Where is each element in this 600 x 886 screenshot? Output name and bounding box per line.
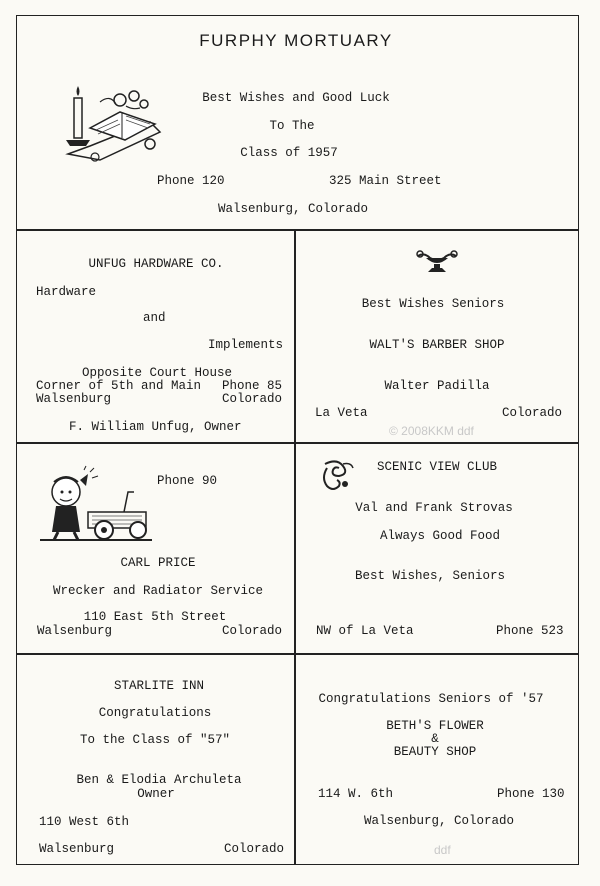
wishes-line: To The xyxy=(269,119,315,133)
town: La Veta xyxy=(315,406,368,420)
city: Walsenburg, Colorado xyxy=(363,814,515,828)
phone: Phone 85 xyxy=(222,379,283,393)
congrats-line: Congratulations Seniors of '57 xyxy=(318,692,544,706)
service-line: Wrecker and Radiator Service xyxy=(52,584,264,598)
and-word: and xyxy=(143,311,166,325)
scroll-ornament-icon xyxy=(319,458,355,494)
state: Colorado xyxy=(224,842,285,856)
owner-name: Walter Padilla xyxy=(384,379,490,393)
phone: Phone 523 xyxy=(496,624,564,638)
class-line: To the Class of "57" xyxy=(79,733,231,747)
divider xyxy=(294,229,296,865)
implements-word: Implements xyxy=(208,338,284,352)
city: Walsenburg, Colorado xyxy=(217,202,369,216)
street: 110 West 6th xyxy=(39,815,130,829)
ampersand: & xyxy=(431,732,439,746)
phone: Phone 130 xyxy=(497,787,565,801)
wishes-line: Best Wishes Seniors xyxy=(361,297,505,311)
ad-title: CARL PRICE xyxy=(120,556,196,570)
state: Colorado xyxy=(222,624,283,638)
book-candle-icon xyxy=(60,82,165,167)
oil-lamp-icon xyxy=(414,248,460,274)
divider xyxy=(16,442,579,444)
divider xyxy=(16,229,579,231)
address: 325 Main Street xyxy=(329,174,442,188)
ad-title: UNFUG HARDWARE CO. xyxy=(88,257,224,271)
congrats-line: Congratulations xyxy=(98,706,212,720)
street-line: 110 East 5th Street xyxy=(83,610,227,624)
owners-line: Val and Frank Strovas xyxy=(355,501,513,515)
divider xyxy=(16,653,579,655)
ad-title: WALT'S BARBER SHOP xyxy=(369,338,505,352)
ad-title: BEAUTY SHOP xyxy=(393,745,477,759)
hardware-word: Hardware xyxy=(36,285,97,299)
location: NW of La Veta xyxy=(316,624,414,638)
ad-title: SCENIC VIEW CLUB xyxy=(376,460,498,474)
wishes-line: Best Wishes, Seniors xyxy=(354,569,506,583)
state: Colorado xyxy=(222,392,283,406)
tow-truck-cartoon-icon xyxy=(40,466,152,542)
watermark: ddf xyxy=(434,843,451,857)
wishes-line: Best Wishes and Good Luck xyxy=(202,91,390,105)
owners-line: Ben & Elodia Archuleta xyxy=(76,773,242,787)
class-line: Class of 1957 xyxy=(240,146,338,160)
state: Colorado xyxy=(502,406,563,420)
copyright-watermark: © 2008KKM ddf xyxy=(389,424,474,438)
location-line: Opposite Court House xyxy=(81,366,233,380)
phone: Phone 90 xyxy=(156,474,218,488)
town: Walsenburg xyxy=(37,624,113,638)
town: Walsenburg xyxy=(39,842,115,856)
ad-title: BETH'S FLOWER xyxy=(386,719,484,733)
food-line: Always Good Food xyxy=(379,529,501,543)
ad-title: FURPHY MORTUARY xyxy=(199,31,393,50)
street: 114 W. 6th xyxy=(318,787,394,801)
owner-line: F. William Unfug, Owner xyxy=(69,420,242,434)
ad-title: STARLITE INN xyxy=(113,679,205,693)
corner-line: Corner of 5th and Main xyxy=(36,379,202,393)
phone: Phone 120 xyxy=(157,174,225,188)
town: Walsenburg xyxy=(36,392,112,406)
owner-role: Owner xyxy=(137,787,175,801)
